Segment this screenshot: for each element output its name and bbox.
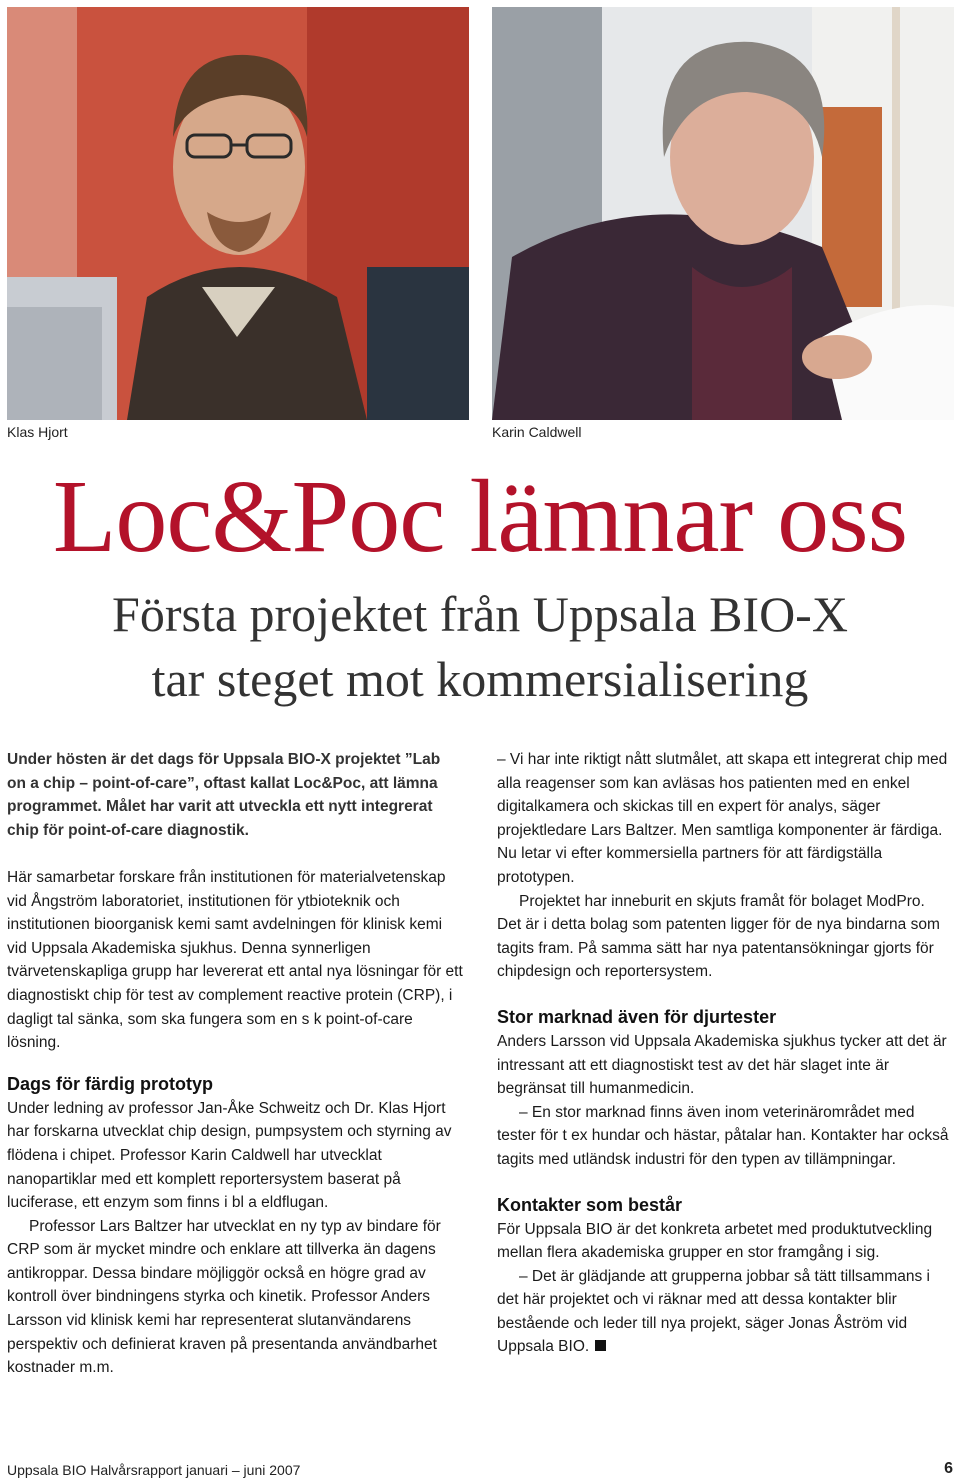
end-of-article-square-icon xyxy=(595,1340,606,1351)
body-paragraph-final xyxy=(497,1265,951,1359)
left-column xyxy=(7,748,463,1380)
body-paragraph: Under ledning av professor Jan-Åke Schweitz och Dr. Klas Hjort har forskarna utvecklat chip design, pumpsystem och styrning av flödena i chipet. Professor Karin Caldwell har utvecklat nanopartiklar med ett komplett reportersystem baserat på luciferase, ett enzym som finns i bl a eldflugan. xyxy=(7,1099,452,1212)
footer-publication: Uppsala BIO Halvårsrapport januari – juni 2007 xyxy=(7,1462,301,1478)
body-paragraph: – En stor marknad finns även inom veterinärområdet med tester för t ex hundar och hästar, påtalar han. Kontakter har också tagits med utländsk industri för den typen av tillämpningar. xyxy=(497,1103,949,1168)
section-heading: Dags för färdig prototyp xyxy=(7,1073,213,1094)
photo-klas-hjort xyxy=(7,7,469,420)
article-subheadline-line2: tar steget mot kommersialisering xyxy=(151,651,809,707)
body-paragraph: – Vi har inte riktigt nått slutmålet, att skapa ett integrerat chip med alla reagenser som kan avläsas hos patienten med en enkel digitalkamera och skickas till en expert för analys, säger projektledare Lars Baltzer. Men samtliga komponenter är färdiga. Nu letar vi efter kommersiella partners för att färdigställa prototypen. xyxy=(497,751,948,886)
right-column xyxy=(497,748,951,1359)
body-paragraph: Projektet har inneburit en skjuts framåt för bolaget ModPro. Det är i detta bolag som patenten ligger för de nya bindarna som tagits fram. På samma sätt har nya patentansökningar gjorts för chipdesign och reportersystem. xyxy=(497,892,940,981)
article-subheadline-line1: Första projektet från Uppsala BIO-X xyxy=(112,586,848,642)
page-number: 6 xyxy=(944,1460,953,1477)
body-paragraph: För Uppsala BIO är det konkreta arbetet med produktutveckling mellan flera akademiska grupper en stor framgång i sig. xyxy=(497,1220,933,1262)
body-paragraph: Anders Larsson vid Uppsala Akademiska sjukhus tycker att det är intressant att ett diagnostiskt test av det här slaget inte är begränsat till humanmedicin. xyxy=(497,1032,947,1098)
section-heading: Stor marknad även för djurtester xyxy=(497,1006,777,1027)
body-paragraph: Professor Lars Baltzer har utvecklat en ny typ av bindare för CRP som är mycket mindre och enklare att tillverka än dagens antikroppar. Dessa bindare möjliggör också en högre grad av kontroll över bindningens styrka och kinetik. Professor Anders Larsson vid klinisk kemi har representerat slutanvändarens perspektiv och definierat kraven på presentanda användbarhet kostnader m.m. xyxy=(7,1217,441,1377)
section-heading: Kontakter som består xyxy=(497,1194,683,1215)
photo-caption-left: Klas Hjort xyxy=(7,424,68,440)
final-paragraph-text: – Det är glädjande att grupperna jobbar så tätt tillsammans i det här projektet och vi räknar med att dessa kontakter blir bestående och leder till nya projekt, säger Jonas Åström vid Uppsala BIO. xyxy=(497,1267,930,1356)
lead-paragraph: Under hösten är det dags för Uppsala BIO-X projektet ”Lab on a chip – point-of-care”, oftast kallat Loc&Poc, att lämna programmet. Målet har varit att utveckla ett nytt integrerat chip för point-of-care diagnostik. xyxy=(7,751,441,839)
body-paragraph: Här samarbetar forskare från institutionen för materialvetenskap vid Ångström laboratoriet, institutionen för ytbioteknik och institutionen bioorganisk kemi samt avdelningen för klinisk kemi vid Uppsala Akademiska sjukhus. Denna synnerligen tvärvetenskapliga grupp har levererat ett antal nya lösningar för ett diagnostiskt chip för test av complement reactive protein (CRP), i dagligt tal sänka, som ska fungera som en s k point-of-care lösning. xyxy=(7,868,463,1052)
photo-caption-right: Karin Caldwell xyxy=(492,424,582,440)
article-headline: Loc&Poc lämnar oss xyxy=(52,459,908,574)
photo-karin-caldwell xyxy=(492,7,954,420)
